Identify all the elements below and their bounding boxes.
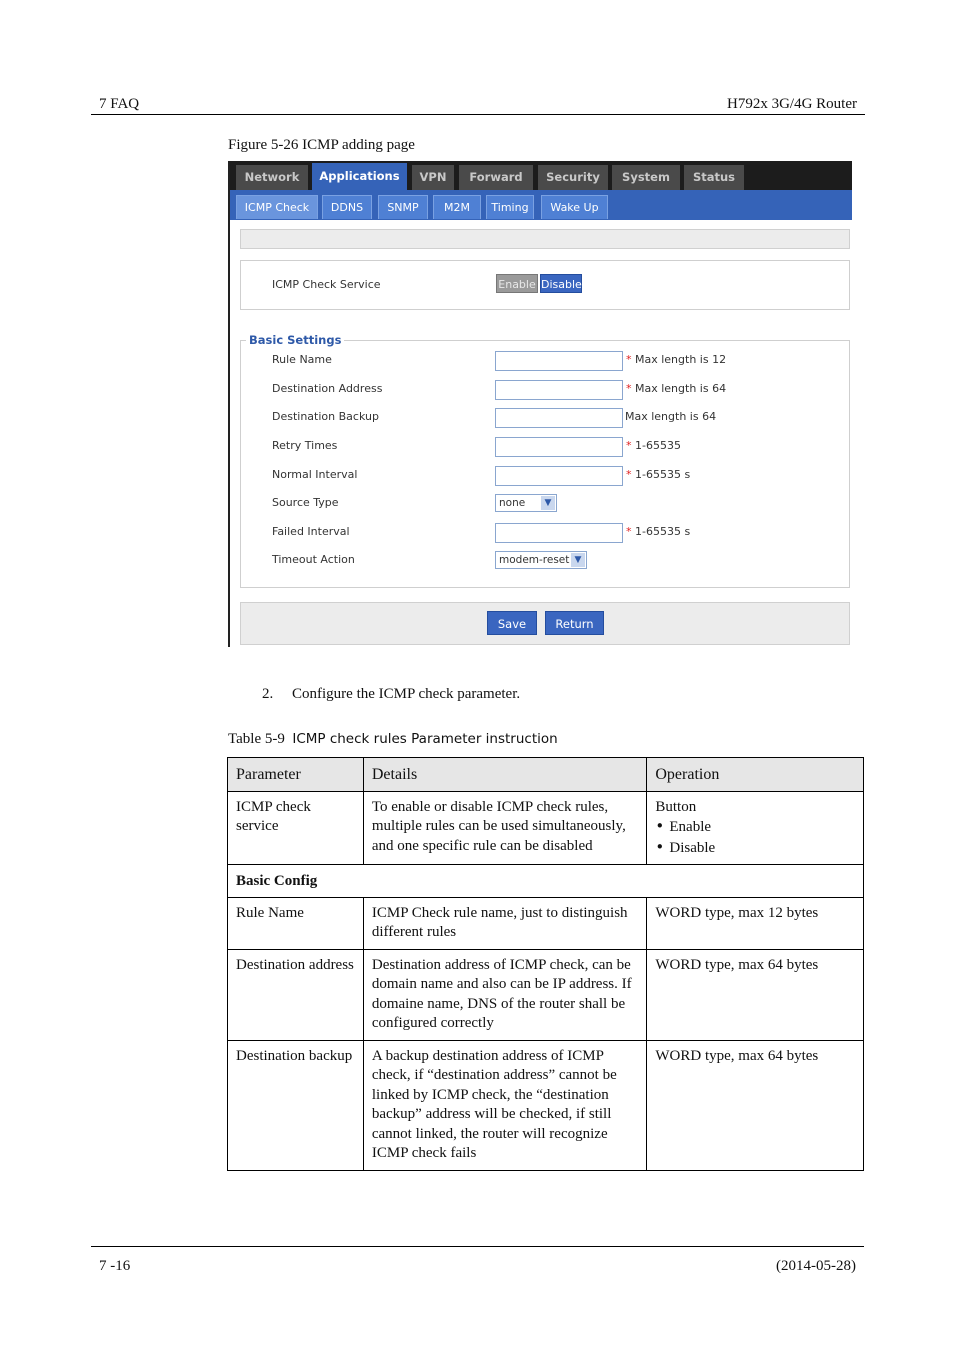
table-row xyxy=(228,949,864,1040)
step-text: Configure the ICMP check parameter. xyxy=(292,686,521,702)
figure-caption: Figure 5-26 ICMP adding page xyxy=(228,137,415,153)
field-hint: * 1-65535 s xyxy=(626,468,691,481)
list-item: • Disable xyxy=(655,838,855,859)
cell-operation: WORD type, max 64 bytes xyxy=(647,949,864,1040)
service-label: ICMP Check Service xyxy=(272,278,381,291)
table-caption xyxy=(228,731,558,748)
field-hint: * Max length is 12 xyxy=(626,353,727,366)
field-label: Retry Times xyxy=(272,439,338,452)
step-number: 2. xyxy=(262,686,274,702)
tab-status[interactable]: Status xyxy=(684,165,744,190)
cell-param: Destination backup xyxy=(228,1040,364,1170)
page-number: 7 -16 xyxy=(99,1258,131,1274)
basic-settings-legend: Basic Settings xyxy=(246,333,344,347)
field-retry-times xyxy=(241,437,849,457)
return-button[interactable]: Return xyxy=(545,611,604,635)
operation-list xyxy=(655,817,855,858)
cell-param: Destination address xyxy=(228,949,364,1040)
document-date: (2014-05-28) xyxy=(776,1258,856,1274)
subtab-ddns[interactable]: DDNS xyxy=(322,195,372,219)
disable-button[interactable]: Disable xyxy=(540,274,582,293)
subtab-timing[interactable]: Timing xyxy=(486,195,534,219)
cell-details: Destination address of ICMP check, can be domain name and also can be IP address. If domaine name, DNS of the router shall be configured correctly xyxy=(363,949,647,1040)
field-label: Normal Interval xyxy=(272,468,358,481)
cell-operation: WORD type, max 64 bytes xyxy=(647,1040,864,1170)
field-label: Destination Address xyxy=(272,382,383,395)
subtab-icmp-check[interactable]: ICMP Check xyxy=(236,195,318,219)
step-2 xyxy=(262,686,520,703)
destination-address-input[interactable] xyxy=(495,380,623,400)
table-number: Table 5-9 xyxy=(228,731,285,747)
tab-applications[interactable]: Applications xyxy=(312,163,407,190)
sub-nav xyxy=(230,190,852,220)
field-source-type xyxy=(241,494,849,514)
section-row xyxy=(228,865,864,898)
table-row xyxy=(228,1040,864,1170)
cell-details: To enable or disable ICMP check rules, multiple rules can be used simultaneously, and one specific rule can be disabled xyxy=(363,791,647,865)
destination-backup-input[interactable] xyxy=(495,408,623,428)
page-footer xyxy=(91,1246,864,1276)
field-label: Source Type xyxy=(272,496,339,509)
subtab-m2m[interactable]: M2M xyxy=(433,195,481,219)
field-normal-interval xyxy=(241,466,849,486)
table-row xyxy=(228,897,864,949)
service-box xyxy=(240,260,850,310)
field-destination-backup xyxy=(241,408,849,428)
basic-settings-fieldset xyxy=(240,333,850,588)
field-hint: * 1-65535 s xyxy=(626,525,691,538)
cell-operation xyxy=(647,791,864,865)
field-label: Rule Name xyxy=(272,353,332,366)
field-hint: * Max length is 64 xyxy=(626,382,727,395)
table-title: ICMP check rules Parameter instruction xyxy=(292,731,558,747)
info-bar xyxy=(240,229,850,249)
column-header: Details xyxy=(363,758,647,792)
chapter-title: 7 FAQ xyxy=(99,96,140,112)
action-bar xyxy=(240,602,850,645)
router-screenshot xyxy=(228,161,852,647)
column-header: Operation xyxy=(647,758,864,792)
field-label: Destination Backup xyxy=(272,410,379,423)
normal-interval-input[interactable] xyxy=(495,466,623,486)
chevron-down-icon: ▼ xyxy=(541,496,555,510)
save-button[interactable]: Save xyxy=(487,611,537,635)
tab-vpn[interactable]: VPN xyxy=(412,165,454,190)
chevron-down-icon: ▼ xyxy=(571,553,585,567)
retry-times-input[interactable] xyxy=(495,437,623,457)
field-failed-interval xyxy=(241,523,849,543)
tab-security[interactable]: Security xyxy=(538,165,608,190)
field-hint: * 1-65535 xyxy=(626,439,681,452)
table-header-row xyxy=(228,758,864,792)
top-nav xyxy=(230,161,852,190)
table-row xyxy=(228,791,864,865)
page-header xyxy=(91,96,865,115)
subtab-snmp[interactable]: SNMP xyxy=(378,195,428,219)
source-type-select[interactable]: none ▼ xyxy=(495,494,557,512)
enable-button[interactable]: Enable xyxy=(496,274,538,293)
section-title: Basic Config xyxy=(228,865,864,898)
list-item: • Enable xyxy=(655,817,855,838)
tab-forward[interactable]: Forward xyxy=(459,165,533,190)
cell-param: Rule Name xyxy=(228,897,364,949)
field-rule-name xyxy=(241,351,849,371)
field-timeout-action xyxy=(241,551,849,571)
timeout-action-select[interactable]: modem-reset ▼ xyxy=(495,551,587,569)
cell-operation: WORD type, max 12 bytes xyxy=(647,897,864,949)
column-header: Parameter xyxy=(228,758,364,792)
rule-name-input[interactable] xyxy=(495,351,623,371)
field-label: Failed Interval xyxy=(272,525,350,538)
cell-param: ICMP check service xyxy=(228,791,364,865)
failed-interval-input[interactable] xyxy=(495,523,623,543)
tab-network[interactable]: Network xyxy=(236,165,308,190)
field-destination-address xyxy=(241,380,849,400)
operation-title: Button xyxy=(655,798,697,815)
field-hint: Max length is 64 xyxy=(625,410,717,423)
tab-system[interactable]: System xyxy=(612,165,680,190)
cell-details: A backup destination address of ICMP check, if “destination address” cannot be linked by ICMP check, the “destination backup” address will be checked, if still cannot linked, the router will recognize ICMP check fails xyxy=(363,1040,647,1170)
subtab-wake-up[interactable]: Wake Up xyxy=(541,195,608,219)
field-label: Timeout Action xyxy=(272,553,355,566)
cell-details: ICMP Check rule name, just to distinguish different rules xyxy=(363,897,647,949)
parameter-table xyxy=(227,757,864,1171)
product-name: H792x 3G/4G Router xyxy=(727,96,857,112)
